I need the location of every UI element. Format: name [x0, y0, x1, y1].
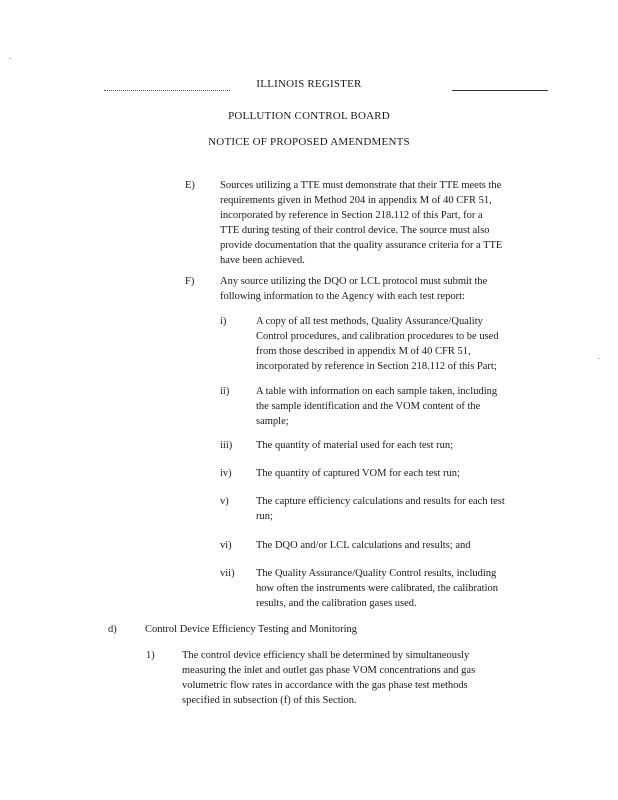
sub-label-vii: vii)	[220, 568, 235, 579]
text-line: from those described in appendix M of 40 CFR 51,	[256, 346, 471, 357]
sub-label-vi: vi)	[220, 540, 232, 551]
sub-iv-text	[256, 466, 551, 481]
section-d-heading: Control Device Efficiency Testing and Monitoring	[145, 624, 358, 635]
text-line: The capture efficiency calculations and results for each test	[256, 496, 505, 507]
text-line: have been achieved.	[220, 255, 305, 266]
sub-label-i: i)	[220, 316, 227, 327]
scan-mark: .	[9, 52, 11, 61]
text-line: results, and the calibration gases used.	[256, 598, 417, 609]
text-line: provide documentation that the quality assurance criteria for a TTE	[220, 240, 503, 251]
sub-ii-text	[256, 384, 551, 429]
register-header	[0, 78, 618, 92]
board-title: POLLUTION CONTROL BOARD	[228, 110, 390, 122]
sub-label-v: v)	[220, 496, 229, 507]
text-line: A copy of all test methods, Quality Assurance/Quality	[256, 316, 483, 327]
sub-i-text	[256, 314, 551, 374]
sub-iii-text	[256, 438, 551, 453]
text-line: Control procedures, and calibration procedures to be used	[256, 331, 499, 342]
text-line: run;	[256, 511, 273, 522]
notice-title: NOTICE OF PROPOSED AMENDMENTS	[208, 136, 410, 148]
sub-label-ii: ii)	[220, 386, 230, 397]
text-line: The quantity of captured VOM for each test run;	[256, 468, 460, 479]
text-line: The DQO and/or LCL calculations and results; and	[256, 540, 471, 551]
sub-vii-text	[256, 566, 551, 611]
text-line: A table with information on each sample taken, including	[256, 386, 498, 397]
item-label-e: E)	[185, 180, 195, 191]
header-rule-left	[104, 90, 230, 91]
text-line: sample;	[256, 416, 289, 427]
header-rule-right	[452, 90, 548, 91]
sub-1-text	[182, 648, 552, 708]
text-line: volumetric flow rates in accordance with the gas phase test methods	[182, 680, 468, 691]
sub-v-text	[256, 494, 551, 524]
register-title: ILLINOIS REGISTER	[256, 78, 362, 90]
text-line: how often the instruments were calibrated, the calibration	[256, 583, 498, 594]
text-line: specified in subsection (f) of this Section.	[182, 695, 357, 706]
text-line: The Quality Assurance/Quality Control results, including	[256, 568, 497, 579]
scan-mark: .	[598, 352, 600, 361]
item-e-text	[220, 178, 550, 268]
text-line: Any source utilizing the DQO or LCL protocol must submit the	[220, 276, 488, 287]
text-line: the sample identification and the VOM content of the	[256, 401, 481, 412]
item-f-text	[220, 274, 550, 304]
text-line: following information to the Agency with each test report:	[220, 291, 465, 302]
sub-label-iii: iii)	[220, 440, 233, 451]
section-label-d: d)	[108, 624, 117, 635]
text-line: incorporated by reference in Section 218.112 of this Part, for a	[220, 210, 483, 221]
text-line: measuring the inlet and outlet gas phase VOM concentrations and gas	[182, 665, 476, 676]
sub-label-1: 1)	[146, 650, 155, 661]
text-line: Sources utilizing a TTE must demonstrate that their TTE meets the	[220, 180, 502, 191]
sub-label-iv: iv)	[220, 468, 232, 479]
text-line: requirements given in Method 204 in appendix M of 40 CFR 51,	[220, 195, 492, 206]
item-label-f: F)	[185, 276, 195, 287]
text-line: The quantity of material used for each test run;	[256, 440, 454, 451]
text-line: incorporated by reference in Section 218.112 of this Part;	[256, 361, 497, 372]
sub-vi-text	[256, 538, 551, 553]
text-line: TTE during testing of their control device. The source must also	[220, 225, 490, 236]
text-line: The control device efficiency shall be determined by simultaneously	[182, 650, 470, 661]
